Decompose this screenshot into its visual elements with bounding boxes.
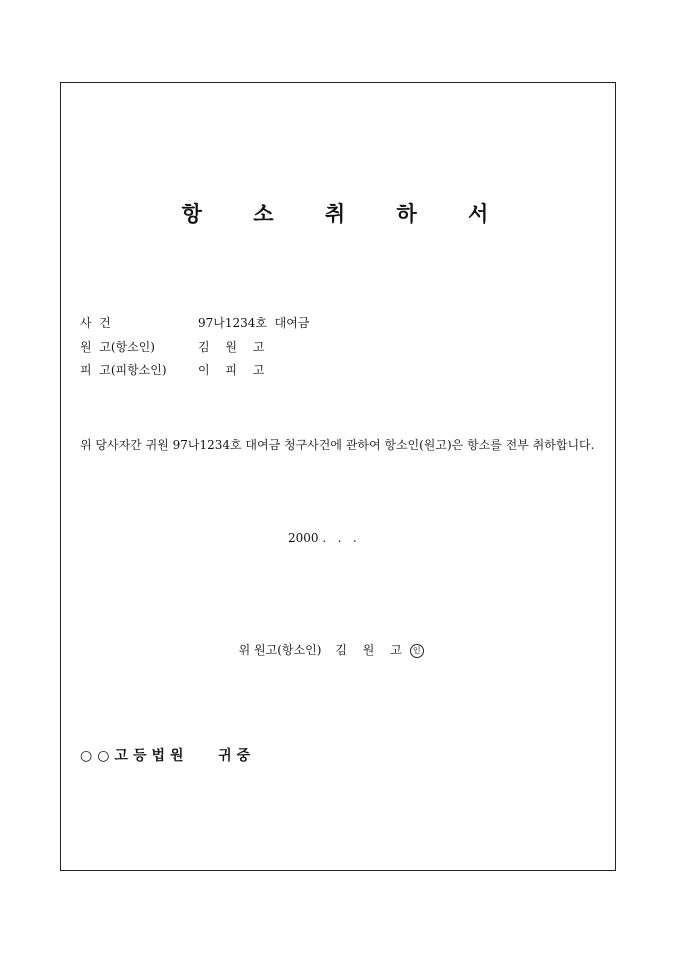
plaintiff-label: 원 고(항소인): [80, 340, 155, 354]
defendant-label: 피 고(피항소인): [80, 363, 167, 377]
addressee: ○○고등법원 귀중: [80, 748, 256, 764]
seal-mark: 인: [410, 644, 424, 658]
document-title: 항 소 취 하 서: [181, 201, 511, 226]
withdrawal-statement: 위 당사자간 귀원 97나1234호 대여금 청구사건에 관하여 항소인(원고)은 항소를 전부 취하합니다.: [80, 438, 595, 452]
case-label: 사 건: [80, 316, 111, 330]
case-value: 97나1234호 대여금: [198, 316, 310, 330]
signature-line: [231, 627, 424, 658]
signature-name: 김 원 고: [335, 643, 408, 657]
defendant-name: 이 피 고: [198, 363, 271, 377]
date-line: 2000 . . .: [288, 531, 357, 545]
plaintiff-name: 김 원 고: [198, 340, 271, 354]
signature-prefix: 위 원고(항소인): [238, 643, 322, 657]
